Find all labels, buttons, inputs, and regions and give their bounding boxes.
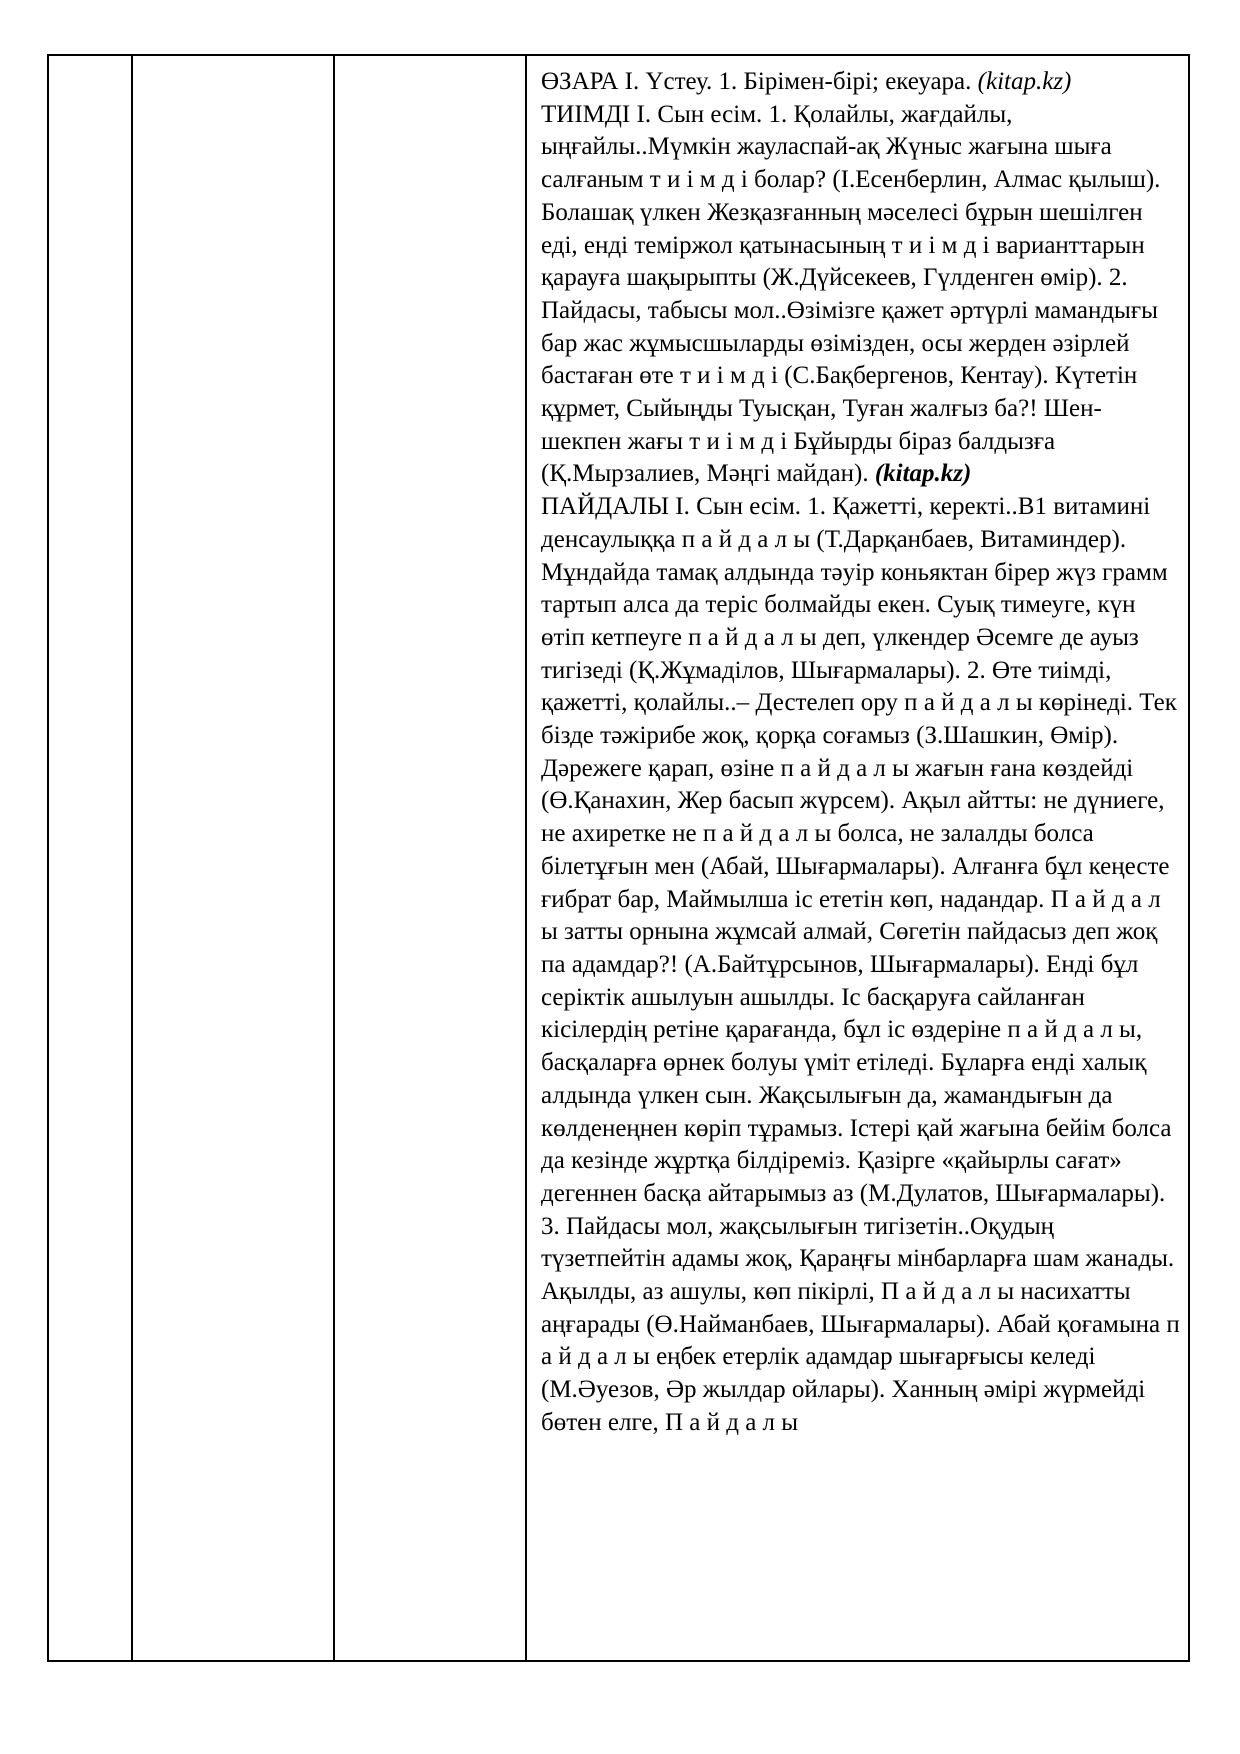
entry-source: (kitap.kz) [874,460,972,488]
entry-text: ПАЙДАЛЫ І. Сын есім. 1. Қажетті, керекті..В1 витамині денсаулыққа п а й д а л ы (Т.Дарқанбаев, Витаминдер). Мұндайда тамақ алдында тәуір коньяктан бірер жүз грамм тартып алса да теріс болмайды екен. Суық тимеуге, күн өтіп кетпеуге п а й д а л ы деп, үлкендер Әсемге де ауыз тигізеді (Қ.Жұмаділов, Шығармалары). 2. Өте тиімді, қажетті, қолайлы..– Дестелеп ору п а й д а л ы көрінеді. Тек бізде тәжірибе жоқ, қорқа соғамыз (З.Шашкин, Өмір). Дәрежеге қарап, өзіне п а й д а л ы жағын ғана көздейді (Ө.Қанахин, Жер басып жүрсем). Ақыл айтты: не дүниеге, не ахиретке не п а й д а л ы болса, не залалды болса білетұғын мен (Абай, Шығармалары). Алғанға бұл кеңесте ғибрат бар, Маймылша іс ететін көп, надандар. П а й д а л ы затты орнына жұмсай алмай, Сөгетін пайдасыз деп жоқ па адамдар?! (А.Байтұрсынов, Шығармалары). Енді бұл серіктік ашылуын ашылды. Іс басқаруға сайланған кісілердің ретіне қарағанда, бұл іс өздеріне п а й д а л ы, басқаларға өрнек болуы үміт етіледі. Бұларға енді халық алдында үлкен сын. Жақсылығын да, жамандығын да көлденеңнен көріп тұрамыз. Істері қай жағына бейім болса да кезінде жұртқа білдіреміз. Қазірге «қайырлы сағат» дегеннен басқа айтарымыз аз (М.Дулатов, Шығармалары). 3. Пайдасы мол, жақсылығын тигізетін..Оқудың түзетпейтін адамы жоқ, Қараңғы мінбарларға шам жанады. Ақылды, аз ашулы, көп пікірлі, П а й д а л ы насихатты аңғарады (Ө.Найманбаев, Шығармалары). Абай қоғамына п а й д а л ы еңбек етерлік адамдар шығарғысы келеді (М.Әуезов, Әр жылдар ойлары). Ханның әмірі жүрмейді бөтен елге, П а й д а л ы [541,493,1180,1436]
table-cell-empty-2 [132,55,334,1661]
table-cell-empty-1 [48,55,132,1661]
table-cell-empty-3 [334,55,526,1661]
entry-text: ӨЗАРА І. Үстеу. 1. Бірімен-бірі; екеуара. [541,68,978,95]
entry-tiimdi [541,99,1180,491]
entry-ozara [541,66,1180,99]
entry-source: (kitap.kz) [977,68,1072,95]
table-row [48,55,1189,1661]
entry-text: ТИІМДІ І. Сын есім. 1. Қолайлы, жағдайлы, ыңғайлы..Мүмкін жауласпай-ақ Жүныс жағына шыға салғаным т и і м д і болар? (І.Есенберлин, Алмас қылыш). Болашақ үлкен Жезқазғанның мәселесі бұрын шешілген еді, енді теміржол қатынасының т и і м д і варианттарын қарауға шақырыпты (Ж.Дүйсекеев, Гүлденген өмір). 2. Пайдасы, табысы мол..Өзімізге қажет әртүрлі мамандығы бар жас жұмысшыларды өзімізден, осы жерден әзірлей бастаған өте т и і м д і (С.Бақбергенов, Кентау). Күтетін құрмет, Сыйыңды Туысқан, Туған жалғыз ба?! Шен-шекпен жағы т и і м д і Бұйырды біраз балдызға (Қ.Мырзалиев, Мәңгі майдан). [541,100,1161,488]
dictionary-table [47,54,1190,1662]
dictionary-entries-cell [526,55,1189,1661]
entry-paidaly [541,491,1180,1439]
